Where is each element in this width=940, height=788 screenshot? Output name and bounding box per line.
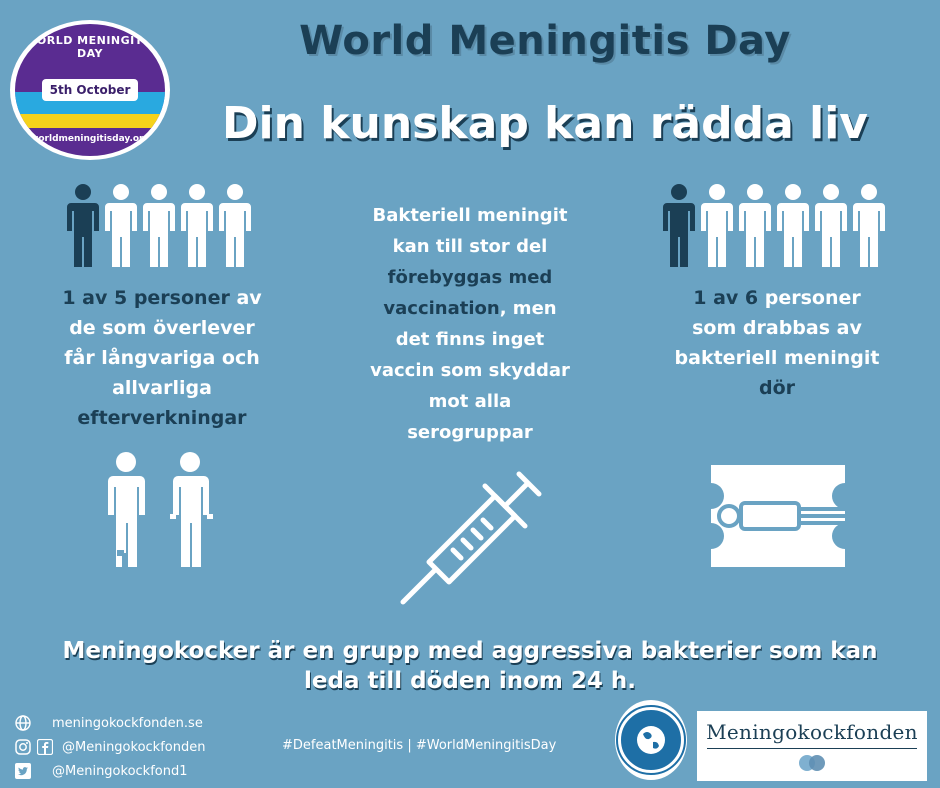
- person-icon-highlighted: [66, 183, 100, 267]
- right-stat-text: [670, 283, 884, 403]
- person-icon: [142, 183, 176, 267]
- facebook-icon[interactable]: [36, 738, 54, 756]
- logo-date: 5th October: [42, 79, 139, 101]
- logo-inner: [15, 24, 165, 156]
- hashtags: #DefeatMeningitis | #WorldMeningitisDay: [282, 738, 557, 753]
- right-stat-body: personer som drabbas av bakteriell meningit: [674, 287, 880, 369]
- right-stat-tail: dör: [758, 377, 796, 399]
- syringe-icon: [395, 470, 545, 610]
- globe-icon: [14, 714, 32, 732]
- amputee-figures-icon: [98, 450, 228, 570]
- footer-twitter[interactable]: [14, 760, 205, 782]
- bottom-message-line2: leda till döden inom 24 h.: [304, 668, 636, 694]
- logo-arc-text: WORLD MENINGITIS DAY: [24, 34, 156, 60]
- footer-instagram-facebook[interactable]: [14, 736, 205, 758]
- twitter-icon[interactable]: [14, 762, 32, 780]
- body-bag-icon: [697, 465, 859, 567]
- person-icon: [776, 183, 810, 267]
- page-title: World Meningitis Day: [299, 18, 791, 64]
- left-stat-text: [52, 283, 272, 433]
- person-icon: [104, 183, 138, 267]
- como-seal-globe: [618, 707, 684, 773]
- person-icon: [180, 183, 214, 267]
- footer-website[interactable]: [14, 712, 205, 734]
- instagram-icon[interactable]: [14, 738, 32, 756]
- left-stat-body: av de som överlever får långvariga och allvarliga: [64, 287, 262, 399]
- world-meningitis-day-logo: [10, 20, 170, 160]
- footer-socials: [14, 712, 205, 782]
- person-icon: [814, 183, 848, 267]
- person-icon-highlighted: [662, 183, 696, 267]
- globe-icon: [621, 710, 681, 770]
- org-name: Meningokockfonden: [706, 720, 918, 744]
- org-dots-icon: [795, 754, 829, 772]
- logo-url: worldmeningitisday.org: [30, 134, 150, 144]
- twitter-handle[interactable]: @Meningokockfond1: [52, 763, 188, 779]
- logo-stripe-yellow: [15, 114, 165, 128]
- person-icon: [218, 183, 252, 267]
- center-stat-part1: Bakteriell meningit kan till stor del: [372, 205, 568, 257]
- left-people-row: [66, 183, 252, 267]
- person-icon: [738, 183, 772, 267]
- center-stat-highlight: förebyggas med vaccination: [383, 267, 553, 319]
- left-stat-tail: efterverkningar: [77, 407, 247, 429]
- bottom-message-line1: Meningokocker är en grupp med aggressiva bakterier som kan: [62, 638, 878, 664]
- bottom-message: [40, 636, 900, 696]
- right-stat-highlight: 1 av 6: [693, 287, 759, 309]
- website-link[interactable]: meningokockfonden.se: [52, 715, 203, 731]
- center-stat-text: [368, 200, 572, 448]
- left-stat-highlight: 1 av 5 personer: [62, 287, 230, 309]
- meningokockfonden-logo: [697, 711, 927, 781]
- person-icon: [852, 183, 886, 267]
- como-member-seal: [615, 700, 687, 780]
- org-divider: [707, 748, 917, 749]
- right-people-row: [662, 183, 886, 267]
- page-subtitle: Din kunskap kan rädda liv: [222, 98, 868, 149]
- instagram-facebook-handle[interactable]: @Meningokockfonden: [62, 739, 206, 755]
- center-stat-part2: , men det finns inget vaccin som skyddar mot alla serogruppar: [370, 298, 570, 443]
- person-icon: [700, 183, 734, 267]
